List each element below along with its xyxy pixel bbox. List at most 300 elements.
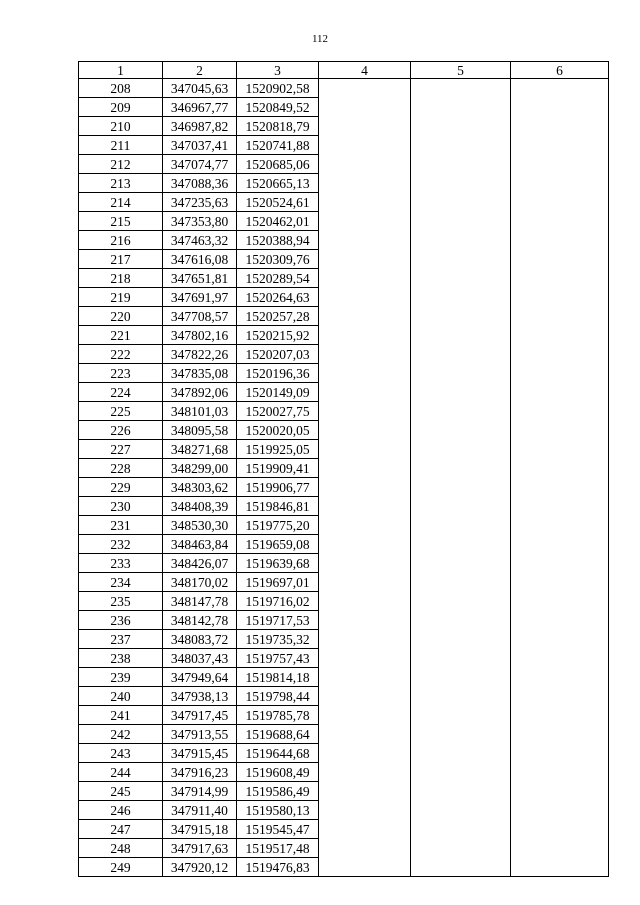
empty-cell-col-4 [319, 592, 411, 611]
y-coordinate-cell: 1519697,01 [237, 573, 319, 592]
x-coordinate-cell: 347914,99 [163, 782, 237, 801]
y-coordinate-cell: 1520207,03 [237, 345, 319, 364]
empty-cell-col-5 [411, 668, 511, 687]
empty-cell-col-6 [511, 535, 609, 554]
y-coordinate-cell: 1519717,53 [237, 611, 319, 630]
x-coordinate-cell: 347651,81 [163, 269, 237, 288]
y-coordinate-cell: 1520685,06 [237, 155, 319, 174]
table-row [79, 554, 609, 573]
empty-cell-col-6 [511, 459, 609, 478]
point-number-cell: 238 [79, 649, 163, 668]
empty-cell-col-4 [319, 364, 411, 383]
empty-cell-col-6 [511, 250, 609, 269]
table-row [79, 649, 609, 668]
y-coordinate-cell: 1519846,81 [237, 497, 319, 516]
y-coordinate-cell: 1519517,48 [237, 839, 319, 858]
empty-cell-col-6 [511, 782, 609, 801]
empty-cell-col-4 [319, 440, 411, 459]
table-row [79, 212, 609, 231]
point-number-cell: 228 [79, 459, 163, 478]
empty-cell-col-6 [511, 611, 609, 630]
empty-cell-col-5 [411, 706, 511, 725]
x-coordinate-cell: 348271,68 [163, 440, 237, 459]
empty-cell-col-5 [411, 364, 511, 383]
empty-cell-col-6 [511, 383, 609, 402]
table-row [79, 421, 609, 440]
point-number-cell: 213 [79, 174, 163, 193]
x-coordinate-cell: 347938,13 [163, 687, 237, 706]
empty-cell-col-5 [411, 592, 511, 611]
table-row [79, 288, 609, 307]
empty-cell-col-5 [411, 744, 511, 763]
x-coordinate-cell: 347911,40 [163, 801, 237, 820]
empty-cell-col-6 [511, 326, 609, 345]
empty-cell-col-5 [411, 687, 511, 706]
empty-cell-col-5 [411, 421, 511, 440]
point-number-cell: 222 [79, 345, 163, 364]
empty-cell-col-5 [411, 820, 511, 839]
x-coordinate-cell: 347616,08 [163, 250, 237, 269]
empty-cell-col-5 [411, 801, 511, 820]
x-coordinate-cell: 348426,07 [163, 554, 237, 573]
empty-cell-col-4 [319, 687, 411, 706]
empty-cell-col-6 [511, 763, 609, 782]
empty-cell-col-5 [411, 231, 511, 250]
empty-cell-col-6 [511, 630, 609, 649]
empty-cell-col-6 [511, 706, 609, 725]
empty-cell-col-5 [411, 117, 511, 136]
header-row [79, 62, 609, 79]
column-header-6: 6 [511, 62, 609, 79]
x-coordinate-cell: 348463,84 [163, 535, 237, 554]
empty-cell-col-4 [319, 98, 411, 117]
empty-cell-col-5 [411, 782, 511, 801]
page-number: 112 [311, 33, 329, 45]
empty-cell-col-6 [511, 687, 609, 706]
point-number-cell: 227 [79, 440, 163, 459]
table-row [79, 573, 609, 592]
y-coordinate-cell: 1519586,49 [237, 782, 319, 801]
table-row [79, 269, 609, 288]
x-coordinate-cell: 348147,78 [163, 592, 237, 611]
point-number-cell: 241 [79, 706, 163, 725]
x-coordinate-cell: 347913,55 [163, 725, 237, 744]
y-coordinate-cell: 1519814,18 [237, 668, 319, 687]
empty-cell-col-6 [511, 421, 609, 440]
y-coordinate-cell: 1519775,20 [237, 516, 319, 535]
y-coordinate-cell: 1520149,09 [237, 383, 319, 402]
point-number-cell: 232 [79, 535, 163, 554]
x-coordinate-cell: 347074,77 [163, 155, 237, 174]
empty-cell-col-5 [411, 79, 511, 98]
point-number-cell: 220 [79, 307, 163, 326]
table-row [79, 687, 609, 706]
point-number-cell: 239 [79, 668, 163, 687]
empty-cell-col-6 [511, 440, 609, 459]
point-number-cell: 240 [79, 687, 163, 706]
table-body [79, 79, 609, 877]
y-coordinate-cell: 1520818,79 [237, 117, 319, 136]
empty-cell-col-6 [511, 212, 609, 231]
y-coordinate-cell: 1520665,13 [237, 174, 319, 193]
x-coordinate-cell: 347835,08 [163, 364, 237, 383]
empty-cell-col-4 [319, 820, 411, 839]
y-coordinate-cell: 1519909,41 [237, 459, 319, 478]
x-coordinate-cell: 347802,16 [163, 326, 237, 345]
table-row [79, 592, 609, 611]
table-row [79, 782, 609, 801]
empty-cell-col-5 [411, 611, 511, 630]
empty-cell-col-6 [511, 174, 609, 193]
empty-cell-col-5 [411, 440, 511, 459]
point-number-cell: 223 [79, 364, 163, 383]
x-coordinate-cell: 347235,63 [163, 193, 237, 212]
table-row [79, 383, 609, 402]
x-coordinate-cell: 347088,36 [163, 174, 237, 193]
empty-cell-col-5 [411, 573, 511, 592]
empty-cell-col-4 [319, 136, 411, 155]
point-number-cell: 221 [79, 326, 163, 345]
empty-cell-col-4 [319, 554, 411, 573]
table-row [79, 345, 609, 364]
empty-cell-col-6 [511, 592, 609, 611]
empty-cell-col-6 [511, 725, 609, 744]
x-coordinate-cell: 348142,78 [163, 611, 237, 630]
table-row [79, 820, 609, 839]
empty-cell-col-5 [411, 193, 511, 212]
table-row [79, 231, 609, 250]
x-coordinate-cell: 347917,63 [163, 839, 237, 858]
table-row [79, 801, 609, 820]
column-header-4: 4 [319, 62, 411, 79]
table-row [79, 516, 609, 535]
empty-cell-col-6 [511, 649, 609, 668]
empty-cell-col-5 [411, 250, 511, 269]
empty-cell-col-5 [411, 98, 511, 117]
y-coordinate-cell: 1520388,94 [237, 231, 319, 250]
empty-cell-col-6 [511, 155, 609, 174]
table-row [79, 497, 609, 516]
table-row [79, 478, 609, 497]
point-number-cell: 244 [79, 763, 163, 782]
point-number-cell: 246 [79, 801, 163, 820]
empty-cell-col-5 [411, 402, 511, 421]
y-coordinate-cell: 1519659,08 [237, 535, 319, 554]
x-coordinate-cell: 347691,97 [163, 288, 237, 307]
y-coordinate-cell: 1519644,68 [237, 744, 319, 763]
table-row [79, 630, 609, 649]
empty-cell-col-5 [411, 478, 511, 497]
table-row [79, 117, 609, 136]
empty-cell-col-4 [319, 649, 411, 668]
point-number-cell: 209 [79, 98, 163, 117]
empty-cell-col-5 [411, 725, 511, 744]
empty-cell-col-4 [319, 725, 411, 744]
point-number-cell: 229 [79, 478, 163, 497]
point-number-cell: 249 [79, 858, 163, 877]
y-coordinate-cell: 1520309,76 [237, 250, 319, 269]
empty-cell-col-4 [319, 782, 411, 801]
empty-cell-col-5 [411, 630, 511, 649]
column-header-2: 2 [163, 62, 237, 79]
empty-cell-col-5 [411, 174, 511, 193]
x-coordinate-cell: 347822,26 [163, 345, 237, 364]
empty-cell-col-4 [319, 231, 411, 250]
x-coordinate-cell: 346987,82 [163, 117, 237, 136]
point-number-cell: 214 [79, 193, 163, 212]
empty-cell-col-4 [319, 345, 411, 364]
empty-cell-col-4 [319, 763, 411, 782]
empty-cell-col-6 [511, 839, 609, 858]
table-row [79, 744, 609, 763]
table-row [79, 136, 609, 155]
y-coordinate-cell: 1520289,54 [237, 269, 319, 288]
empty-cell-col-6 [511, 573, 609, 592]
point-number-cell: 217 [79, 250, 163, 269]
empty-cell-col-4 [319, 839, 411, 858]
point-number-cell: 233 [79, 554, 163, 573]
x-coordinate-cell: 347708,57 [163, 307, 237, 326]
y-coordinate-cell: 1520264,63 [237, 288, 319, 307]
y-coordinate-cell: 1519608,49 [237, 763, 319, 782]
y-coordinate-cell: 1519757,43 [237, 649, 319, 668]
empty-cell-col-5 [411, 459, 511, 478]
column-header-1: 1 [79, 62, 163, 79]
table-row [79, 326, 609, 345]
empty-cell-col-4 [319, 326, 411, 345]
table-row [79, 79, 609, 98]
x-coordinate-cell: 348299,00 [163, 459, 237, 478]
x-coordinate-cell: 348037,43 [163, 649, 237, 668]
y-coordinate-cell: 1519476,83 [237, 858, 319, 877]
empty-cell-col-5 [411, 763, 511, 782]
y-coordinate-cell: 1519688,64 [237, 725, 319, 744]
empty-cell-col-6 [511, 744, 609, 763]
empty-cell-col-4 [319, 459, 411, 478]
empty-cell-col-5 [411, 136, 511, 155]
x-coordinate-cell: 347353,80 [163, 212, 237, 231]
empty-cell-col-5 [411, 288, 511, 307]
empty-cell-col-4 [319, 535, 411, 554]
x-coordinate-cell: 347045,63 [163, 79, 237, 98]
empty-cell-col-5 [411, 326, 511, 345]
point-number-cell: 215 [79, 212, 163, 231]
point-number-cell: 237 [79, 630, 163, 649]
empty-cell-col-6 [511, 364, 609, 383]
point-number-cell: 234 [79, 573, 163, 592]
empty-cell-col-4 [319, 288, 411, 307]
x-coordinate-cell: 348083,72 [163, 630, 237, 649]
y-coordinate-cell: 1520902,58 [237, 79, 319, 98]
empty-cell-col-6 [511, 288, 609, 307]
empty-cell-col-5 [411, 383, 511, 402]
table-row [79, 611, 609, 630]
table-row [79, 459, 609, 478]
empty-cell-col-4 [319, 573, 411, 592]
empty-cell-col-5 [411, 345, 511, 364]
y-coordinate-cell: 1519545,47 [237, 820, 319, 839]
empty-cell-col-4 [319, 307, 411, 326]
empty-cell-col-4 [319, 630, 411, 649]
x-coordinate-cell: 347037,41 [163, 136, 237, 155]
x-coordinate-cell: 347463,32 [163, 231, 237, 250]
table-row [79, 535, 609, 554]
y-coordinate-cell: 1520020,05 [237, 421, 319, 440]
table-row [79, 858, 609, 877]
y-coordinate-cell: 1520741,88 [237, 136, 319, 155]
x-coordinate-cell: 347920,12 [163, 858, 237, 877]
point-number-cell: 225 [79, 402, 163, 421]
table-row [79, 98, 609, 117]
empty-cell-col-6 [511, 858, 609, 877]
empty-cell-col-6 [511, 307, 609, 326]
point-number-cell: 226 [79, 421, 163, 440]
point-number-cell: 245 [79, 782, 163, 801]
empty-cell-col-6 [511, 478, 609, 497]
table-row [79, 250, 609, 269]
y-coordinate-cell: 1519639,68 [237, 554, 319, 573]
empty-cell-col-4 [319, 801, 411, 820]
x-coordinate-cell: 348303,62 [163, 478, 237, 497]
table-row [79, 155, 609, 174]
x-coordinate-cell: 348101,03 [163, 402, 237, 421]
table-row [79, 706, 609, 725]
empty-cell-col-4 [319, 706, 411, 725]
empty-cell-col-4 [319, 212, 411, 231]
empty-cell-col-6 [511, 193, 609, 212]
empty-cell-col-6 [511, 345, 609, 364]
table-row [79, 440, 609, 459]
column-header-5: 5 [411, 62, 511, 79]
point-number-cell: 212 [79, 155, 163, 174]
empty-cell-col-5 [411, 155, 511, 174]
x-coordinate-cell: 347892,06 [163, 383, 237, 402]
point-number-cell: 231 [79, 516, 163, 535]
empty-cell-col-4 [319, 174, 411, 193]
point-number-cell: 242 [79, 725, 163, 744]
empty-cell-col-4 [319, 421, 411, 440]
point-number-cell: 230 [79, 497, 163, 516]
empty-cell-col-6 [511, 98, 609, 117]
table-row [79, 174, 609, 193]
empty-cell-col-6 [511, 117, 609, 136]
table-row [79, 402, 609, 421]
empty-cell-col-5 [411, 497, 511, 516]
empty-cell-col-6 [511, 497, 609, 516]
empty-cell-col-6 [511, 231, 609, 250]
empty-cell-col-5 [411, 535, 511, 554]
x-coordinate-cell: 348170,02 [163, 573, 237, 592]
empty-cell-col-4 [319, 250, 411, 269]
empty-cell-col-6 [511, 554, 609, 573]
table-row [79, 725, 609, 744]
point-number-cell: 208 [79, 79, 163, 98]
empty-cell-col-5 [411, 858, 511, 877]
empty-cell-col-6 [511, 820, 609, 839]
table-row [79, 307, 609, 326]
empty-cell-col-5 [411, 839, 511, 858]
empty-cell-col-4 [319, 858, 411, 877]
point-number-cell: 216 [79, 231, 163, 250]
empty-cell-col-4 [319, 668, 411, 687]
table-row [79, 193, 609, 212]
x-coordinate-cell: 347915,18 [163, 820, 237, 839]
y-coordinate-cell: 1520849,52 [237, 98, 319, 117]
y-coordinate-cell: 1519716,02 [237, 592, 319, 611]
point-number-cell: 219 [79, 288, 163, 307]
empty-cell-col-4 [319, 383, 411, 402]
empty-cell-col-4 [319, 155, 411, 174]
y-coordinate-cell: 1519798,44 [237, 687, 319, 706]
empty-cell-col-6 [511, 269, 609, 288]
empty-cell-col-6 [511, 516, 609, 535]
y-coordinate-cell: 1519580,13 [237, 801, 319, 820]
x-coordinate-cell: 347949,64 [163, 668, 237, 687]
x-coordinate-cell: 347916,23 [163, 763, 237, 782]
empty-cell-col-6 [511, 402, 609, 421]
empty-cell-col-5 [411, 307, 511, 326]
empty-cell-col-4 [319, 269, 411, 288]
empty-cell-col-6 [511, 801, 609, 820]
coordinates-table [78, 61, 609, 877]
x-coordinate-cell: 346967,77 [163, 98, 237, 117]
x-coordinate-cell: 347915,45 [163, 744, 237, 763]
x-coordinate-cell: 348095,58 [163, 421, 237, 440]
point-number-cell: 224 [79, 383, 163, 402]
empty-cell-col-4 [319, 193, 411, 212]
point-number-cell: 243 [79, 744, 163, 763]
table-row [79, 668, 609, 687]
empty-cell-col-6 [511, 136, 609, 155]
y-coordinate-cell: 1520215,92 [237, 326, 319, 345]
empty-cell-col-4 [319, 79, 411, 98]
empty-cell-col-5 [411, 649, 511, 668]
x-coordinate-cell: 348530,30 [163, 516, 237, 535]
y-coordinate-cell: 1519925,05 [237, 440, 319, 459]
empty-cell-col-5 [411, 516, 511, 535]
empty-cell-col-4 [319, 402, 411, 421]
table-row [79, 364, 609, 383]
empty-cell-col-4 [319, 611, 411, 630]
table-row [79, 763, 609, 782]
y-coordinate-cell: 1519906,77 [237, 478, 319, 497]
point-number-cell: 211 [79, 136, 163, 155]
empty-cell-col-4 [319, 478, 411, 497]
x-coordinate-cell: 348408,39 [163, 497, 237, 516]
y-coordinate-cell: 1520257,28 [237, 307, 319, 326]
x-coordinate-cell: 347917,45 [163, 706, 237, 725]
empty-cell-col-4 [319, 117, 411, 136]
empty-cell-col-4 [319, 516, 411, 535]
y-coordinate-cell: 1520524,61 [237, 193, 319, 212]
point-number-cell: 247 [79, 820, 163, 839]
empty-cell-col-6 [511, 79, 609, 98]
point-number-cell: 235 [79, 592, 163, 611]
empty-cell-col-4 [319, 744, 411, 763]
point-number-cell: 210 [79, 117, 163, 136]
table-row [79, 839, 609, 858]
column-header-3: 3 [237, 62, 319, 79]
y-coordinate-cell: 1520027,75 [237, 402, 319, 421]
empty-cell-col-4 [319, 497, 411, 516]
point-number-cell: 236 [79, 611, 163, 630]
empty-cell-col-5 [411, 269, 511, 288]
empty-cell-col-5 [411, 554, 511, 573]
y-coordinate-cell: 1520196,36 [237, 364, 319, 383]
point-number-cell: 248 [79, 839, 163, 858]
empty-cell-col-6 [511, 668, 609, 687]
y-coordinate-cell: 1519785,78 [237, 706, 319, 725]
